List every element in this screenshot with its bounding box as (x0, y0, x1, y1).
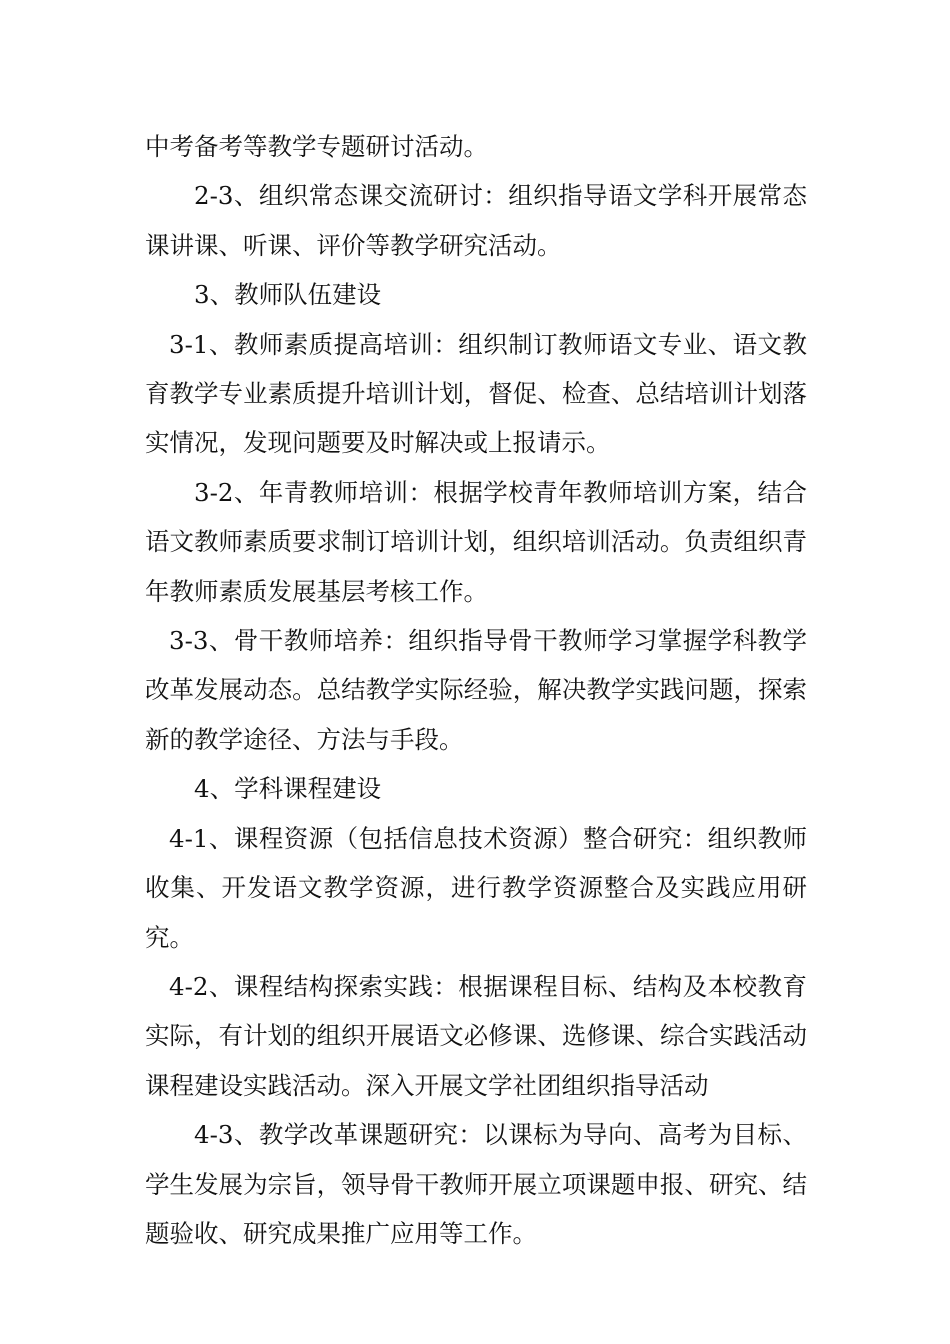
paragraph-4-2: 4-2、课程结构探索实践：根据课程目标、结构及本校教育实际，有计划的组织开展语文必修课、选修课、综合实践活动课程建设实践活动。深入开展文学社团组织指导活动 (145, 971, 807, 1100)
paragraph-3-2: 3-2、年青教师培训：根据学校青年教师培训方案，结合语文教师素质要求制订培训计划，组织培训活动。负责组织青年教师素质发展基层考核工作。 (145, 477, 807, 606)
document-page (145, 122, 807, 1258)
paragraph-4-1: 4-1、课程资源（包括信息技术资源）整合研究：组织教师收集、开发语文教学资源，进行教学资源整合及实践应用研究。 (145, 823, 807, 952)
heading-4: 4、学科课程建设 (194, 774, 382, 804)
paragraph-3-1: 3-1、教师素质提高培训：组织制订教师语文专业、语文教育教学专业素质提升培训计划，督促、检查、总结培训计划落实情况，发现问题要及时解决或上报请示。 (145, 329, 807, 458)
heading-3: 3、教师队伍建设 (194, 280, 382, 310)
paragraph-4-3: 4-3、教学改革课题研究：以课标为导向、高考为目标、学生发展为宗旨，领导骨干教师开展立项课题申报、研究、结题验收、研究成果推广应用等工作。 (145, 1120, 807, 1248)
paragraph-1: 中考备考等教学专题研讨活动。 (145, 132, 488, 161)
paragraph-2-3: 2-3、组织常态课交流研讨：组织指导语文学科开展常态课讲课、听课、评价等教学研究活动。 (145, 181, 807, 260)
paragraph-3-3: 3-3、骨干教师培养：组织指导骨干教师学习掌握学科教学改革发展动态。总结教学实际经验，解决教学实践问题，探索新的教学途径、方法与手段。 (145, 626, 807, 754)
